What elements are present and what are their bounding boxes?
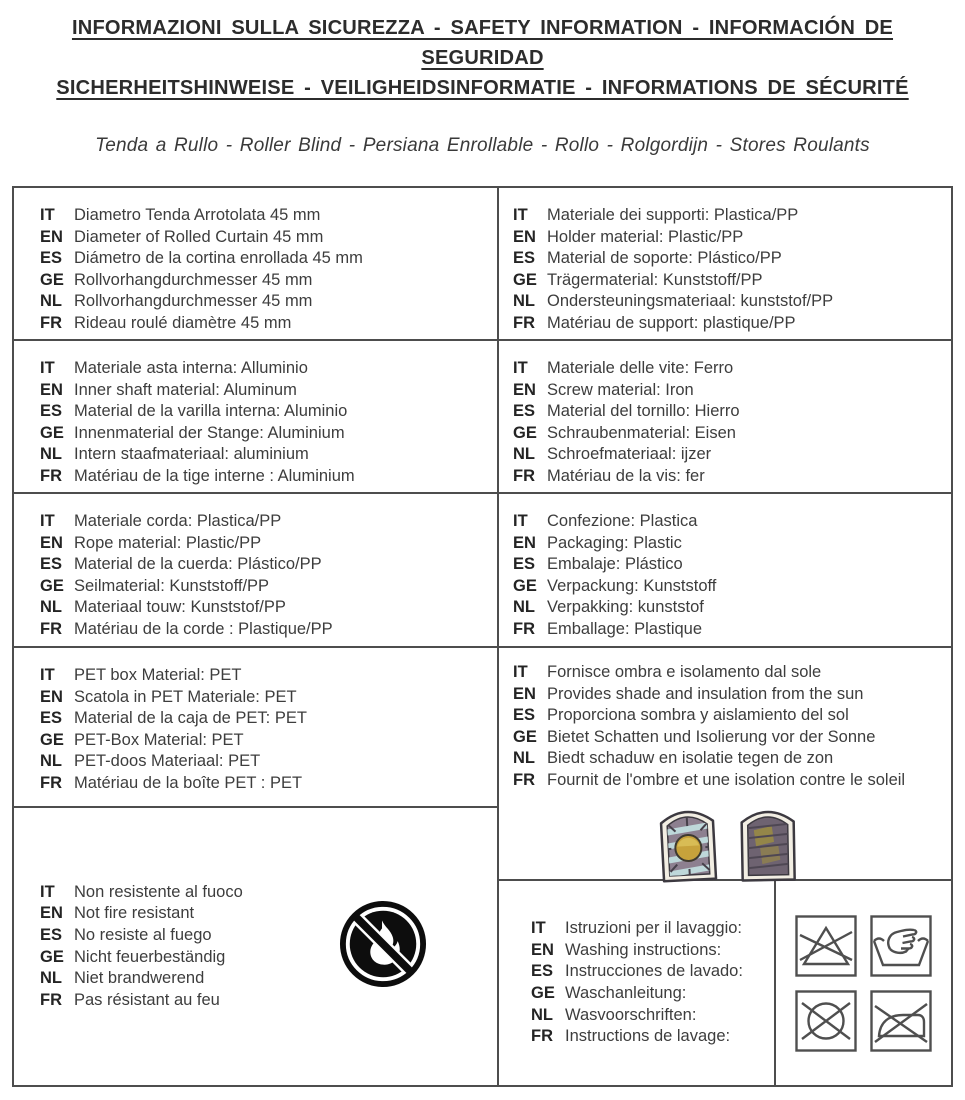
- language-row: [40, 882, 339, 904]
- language-row: [513, 205, 943, 227]
- language-code: NL: [513, 749, 535, 768]
- language-row: [531, 961, 743, 983]
- language-code: ES: [40, 925, 63, 944]
- language-code: GE: [531, 984, 555, 1002]
- language-text: Fornisce ombra e isolamento dal sole: [547, 663, 822, 681]
- language-row: [513, 313, 943, 335]
- language-code: GE: [40, 576, 64, 595]
- language-code: GE: [513, 727, 537, 746]
- language-list: [40, 358, 489, 488]
- language-text: Schraubenmaterial: Eisen: [547, 423, 736, 442]
- language-code: ES: [513, 402, 536, 421]
- language-text: Matériau de la vis: fer: [547, 466, 705, 485]
- language-row: [513, 248, 943, 270]
- cell-fire-resistance: [14, 808, 497, 1085]
- language-text: PET-Box Material: PET: [74, 730, 244, 749]
- language-text: Bietet Schatten und Isolierung vor der Sonne: [547, 727, 876, 746]
- language-row: [513, 511, 943, 533]
- cell-shade-insulation: [499, 648, 951, 881]
- language-text: Material de soporte: Plástico/PP: [547, 249, 782, 268]
- language-text: Rideau roulé diamètre 45 mm: [74, 313, 292, 332]
- language-row: [513, 662, 943, 684]
- table-column-left: [14, 188, 499, 1085]
- language-code: EN: [513, 684, 536, 703]
- language-row: [40, 466, 489, 488]
- language-code: FR: [40, 773, 62, 792]
- language-row: [513, 227, 943, 249]
- language-code: NL: [531, 1005, 553, 1024]
- do-not-dry-clean-icon: [795, 990, 857, 1052]
- language-text: Wasvoorschriften:: [565, 1005, 697, 1024]
- language-code: EN: [513, 227, 536, 246]
- language-row: [40, 270, 489, 292]
- language-row: [513, 291, 943, 313]
- language-text: Fournit de l'ombre et une isolation contre le soleil: [547, 770, 906, 789]
- language-code: ES: [40, 402, 63, 421]
- language-text: Material de la cuerda: Plástico/PP: [74, 555, 322, 574]
- language-text: Diameter of Rolled Curtain 45 mm: [74, 227, 324, 246]
- title-line-2: SICHERHEITSHINWEISE - VEILIGHEIDSINFORMATIE - INFORMATIONS DE SÉCURITÉ: [56, 76, 909, 99]
- language-code: FR: [513, 313, 535, 332]
- language-row: [40, 751, 489, 773]
- language-row: [40, 730, 489, 752]
- language-text: Verpackung: Kunststoff: [547, 576, 717, 595]
- language-row: [40, 773, 489, 795]
- language-text: Matériau de la tige interne : Aluminium: [74, 466, 355, 485]
- language-code: FR: [531, 1027, 553, 1046]
- language-text: Pas résistant au feu: [74, 990, 220, 1009]
- language-text: Niet brandwerend: [74, 969, 205, 988]
- language-text: Confezione: Plastica: [547, 512, 698, 530]
- info-table: [12, 186, 953, 1087]
- cell-packaging: [499, 494, 951, 648]
- washing-text: [513, 881, 776, 1085]
- document-header: [0, 0, 965, 157]
- language-code: FR: [40, 313, 62, 332]
- language-text: No resiste al fuego: [74, 925, 212, 944]
- language-row: [40, 990, 339, 1012]
- language-text: Ondersteuningsmateriaal: kunststof/PP: [547, 292, 834, 311]
- language-code: FR: [513, 770, 535, 789]
- language-code: EN: [513, 533, 536, 552]
- language-code: FR: [40, 619, 62, 638]
- language-code: EN: [40, 687, 63, 706]
- language-code: NL: [513, 292, 535, 311]
- language-row: [40, 205, 489, 227]
- language-text: Inner shaft material: Aluminum: [74, 380, 297, 399]
- cell-pet-box: [14, 648, 497, 808]
- language-code: GE: [40, 730, 64, 749]
- language-text: Instrucciones de lavado:: [565, 962, 743, 981]
- language-code: ES: [531, 962, 554, 981]
- language-row: [531, 940, 743, 962]
- language-row: [40, 533, 489, 555]
- hand-wash-icon: [870, 915, 932, 977]
- language-list: [513, 662, 943, 792]
- language-text: Materiale corda: Plastica/PP: [74, 512, 282, 530]
- language-row: [40, 444, 489, 466]
- cell-inner-shaft: [14, 341, 497, 494]
- cell-holder-material: [499, 188, 951, 341]
- language-text: Verpakking: kunststof: [547, 598, 704, 617]
- language-row: [513, 423, 943, 445]
- language-code: GE: [40, 947, 64, 966]
- language-code: IT: [531, 919, 546, 938]
- language-row: [513, 727, 943, 749]
- language-row: [40, 358, 489, 380]
- language-row: [513, 748, 943, 770]
- language-text: Nicht feuerbeständig: [74, 947, 226, 966]
- language-row: [40, 619, 489, 641]
- language-text: Biedt schaduw en isolatie tegen de zon: [547, 749, 834, 768]
- language-row: [531, 983, 743, 1005]
- language-row: [40, 708, 489, 730]
- language-row: [513, 619, 943, 641]
- language-text: Innenmaterial der Stange: Aluminium: [74, 423, 345, 442]
- language-row: [513, 401, 943, 423]
- language-row: [40, 423, 489, 445]
- cell-washing-instructions: [499, 881, 951, 1085]
- language-code: EN: [40, 227, 63, 246]
- language-code: NL: [40, 445, 62, 464]
- language-text: Matériau de la corde : Plastique/PP: [74, 619, 333, 638]
- language-text: Matériau de la boîte PET : PET: [74, 773, 303, 792]
- language-row: [40, 947, 339, 969]
- language-text: Seilmaterial: Kunststoff/PP: [74, 576, 270, 595]
- language-list: [40, 665, 489, 795]
- cell-rope: [14, 494, 497, 648]
- language-text: Diametro Tenda Arrotolata 45 mm: [74, 206, 321, 224]
- language-code: NL: [40, 752, 62, 771]
- language-text: Schroefmateriaal: ijzer: [547, 445, 712, 464]
- language-text: Washing instructions:: [565, 940, 722, 959]
- language-text: Emballage: Plastique: [547, 619, 703, 638]
- language-code: NL: [40, 598, 62, 617]
- language-row: [513, 576, 943, 598]
- language-list: [531, 918, 743, 1048]
- language-row: [531, 918, 743, 940]
- language-text: Not fire resistant: [74, 904, 195, 923]
- language-code: EN: [40, 533, 63, 552]
- language-code: ES: [513, 555, 536, 574]
- language-text: Proporciona sombra y aislamiento del sol: [547, 706, 849, 725]
- language-row: [40, 925, 339, 947]
- language-row: [40, 227, 489, 249]
- window-blind-closed-icon: [735, 797, 800, 884]
- window-with-sun-icon: [654, 796, 722, 885]
- language-list: [513, 358, 943, 488]
- language-text: Materiale delle vite: Ferro: [547, 359, 734, 377]
- language-row: [513, 533, 943, 555]
- language-code: IT: [40, 512, 55, 530]
- language-row: [531, 1026, 743, 1048]
- language-text: Embalaje: Plástico: [547, 555, 683, 574]
- language-text: Intern staafmateriaal: aluminium: [74, 445, 309, 464]
- language-code: IT: [513, 663, 528, 681]
- language-code: IT: [513, 512, 528, 530]
- language-text: Material de la varilla interna: Aluminio: [74, 402, 348, 421]
- language-code: ES: [40, 709, 63, 728]
- language-list: [513, 511, 943, 641]
- language-row: [513, 466, 943, 488]
- language-row: [40, 380, 489, 402]
- language-text: PET box Material: PET: [74, 666, 242, 684]
- language-row: [513, 684, 943, 706]
- language-code: IT: [40, 359, 55, 377]
- language-row: [40, 968, 339, 990]
- language-text: Materiale asta interna: Alluminio: [74, 359, 308, 377]
- cell-screw-material: [499, 341, 951, 494]
- language-text: Rollvorhangdurchmesser 45 mm: [74, 292, 313, 311]
- language-code: NL: [40, 292, 62, 311]
- language-text: Material del tornillo: Hierro: [547, 402, 740, 421]
- language-text: Scatola in PET Materiale: PET: [74, 687, 297, 706]
- language-text: Matériau de support: plastique/PP: [547, 313, 796, 332]
- language-text: Istruzioni per il lavaggio:: [565, 919, 743, 938]
- language-text: Diámetro de la cortina enrollada 45 mm: [74, 249, 363, 268]
- care-symbol-grid: [795, 915, 932, 1052]
- language-row: [513, 270, 943, 292]
- language-text: Rope material: Plastic/PP: [74, 533, 262, 552]
- language-code: EN: [513, 380, 536, 399]
- language-code: NL: [40, 969, 62, 988]
- language-row: [513, 358, 943, 380]
- language-text: Provides shade and insulation from the sun: [547, 684, 864, 703]
- language-row: [40, 597, 489, 619]
- language-list: [513, 205, 943, 335]
- language-code: EN: [531, 940, 554, 959]
- language-row: [40, 291, 489, 313]
- language-code: FR: [513, 466, 535, 485]
- language-code: IT: [40, 882, 55, 901]
- language-row: [40, 903, 339, 925]
- language-code: GE: [513, 576, 537, 595]
- language-code: ES: [40, 555, 63, 574]
- language-row: [513, 597, 943, 619]
- language-code: EN: [40, 904, 63, 923]
- washing-symbols: [776, 881, 951, 1085]
- language-row: [40, 576, 489, 598]
- language-row: [40, 665, 489, 687]
- do-not-iron-icon: [870, 990, 932, 1052]
- language-code: GE: [513, 270, 537, 289]
- language-row: [513, 770, 943, 792]
- language-text: Holder material: Plastic/PP: [547, 227, 744, 246]
- language-row: [513, 554, 943, 576]
- language-code: FR: [40, 466, 62, 485]
- cell-diameter: [14, 188, 497, 341]
- language-text: Instructions de lavage:: [565, 1027, 731, 1046]
- language-text: Trägermaterial: Kunststoff/PP: [547, 270, 763, 289]
- language-list: [40, 205, 489, 335]
- do-not-bleach-icon: [795, 915, 857, 977]
- language-row: [40, 248, 489, 270]
- language-code: IT: [513, 206, 528, 224]
- language-code: IT: [40, 206, 55, 224]
- language-row: [40, 554, 489, 576]
- product-subtitle: Tenda a Rullo - Roller Blind - Persiana Enrollable - Rollo - Rolgordijn - Stores Roulants: [95, 135, 870, 156]
- language-text: Screw material: Iron: [547, 380, 694, 399]
- language-row: [531, 1005, 743, 1027]
- language-row: [40, 313, 489, 335]
- language-code: NL: [513, 445, 535, 464]
- language-row: [40, 401, 489, 423]
- language-text: Rollvorhangdurchmesser 45 mm: [74, 270, 313, 289]
- language-code: GE: [513, 423, 537, 442]
- no-open-flame-icon: [339, 900, 427, 993]
- language-code: ES: [513, 249, 536, 268]
- language-code: ES: [513, 706, 536, 725]
- language-code: FR: [513, 619, 535, 638]
- language-code: EN: [40, 380, 63, 399]
- language-text: Packaging: Plastic: [547, 533, 682, 552]
- language-code: FR: [40, 990, 62, 1009]
- language-code: GE: [40, 423, 64, 442]
- language-code: GE: [40, 270, 64, 289]
- language-row: [513, 380, 943, 402]
- language-code: IT: [513, 359, 528, 377]
- table-column-right: [499, 188, 951, 1085]
- language-row: [40, 687, 489, 709]
- language-text: Waschanleitung:: [565, 984, 687, 1002]
- title-line-1: INFORMAZIONI SULLA SICUREZZA - SAFETY INFORMATION - INFORMACIÓN DE SEGURIDAD: [71, 16, 894, 69]
- language-text: Material de la caja de PET: PET: [74, 709, 307, 728]
- language-row: [40, 511, 489, 533]
- language-code: ES: [40, 249, 63, 268]
- language-text: Materiale dei supporti: Plastica/PP: [547, 206, 799, 224]
- language-text: Materiaal touw: Kunststof/PP: [74, 598, 286, 617]
- language-list: [40, 511, 489, 641]
- language-code: NL: [513, 598, 535, 617]
- language-text: PET-doos Materiaal: PET: [74, 752, 261, 771]
- language-row: [513, 444, 943, 466]
- language-row: [513, 705, 943, 727]
- window-illustrations: [513, 798, 943, 884]
- language-text: Non resistente al fuoco: [74, 882, 243, 901]
- language-list: [40, 882, 339, 1012]
- language-code: IT: [40, 666, 55, 684]
